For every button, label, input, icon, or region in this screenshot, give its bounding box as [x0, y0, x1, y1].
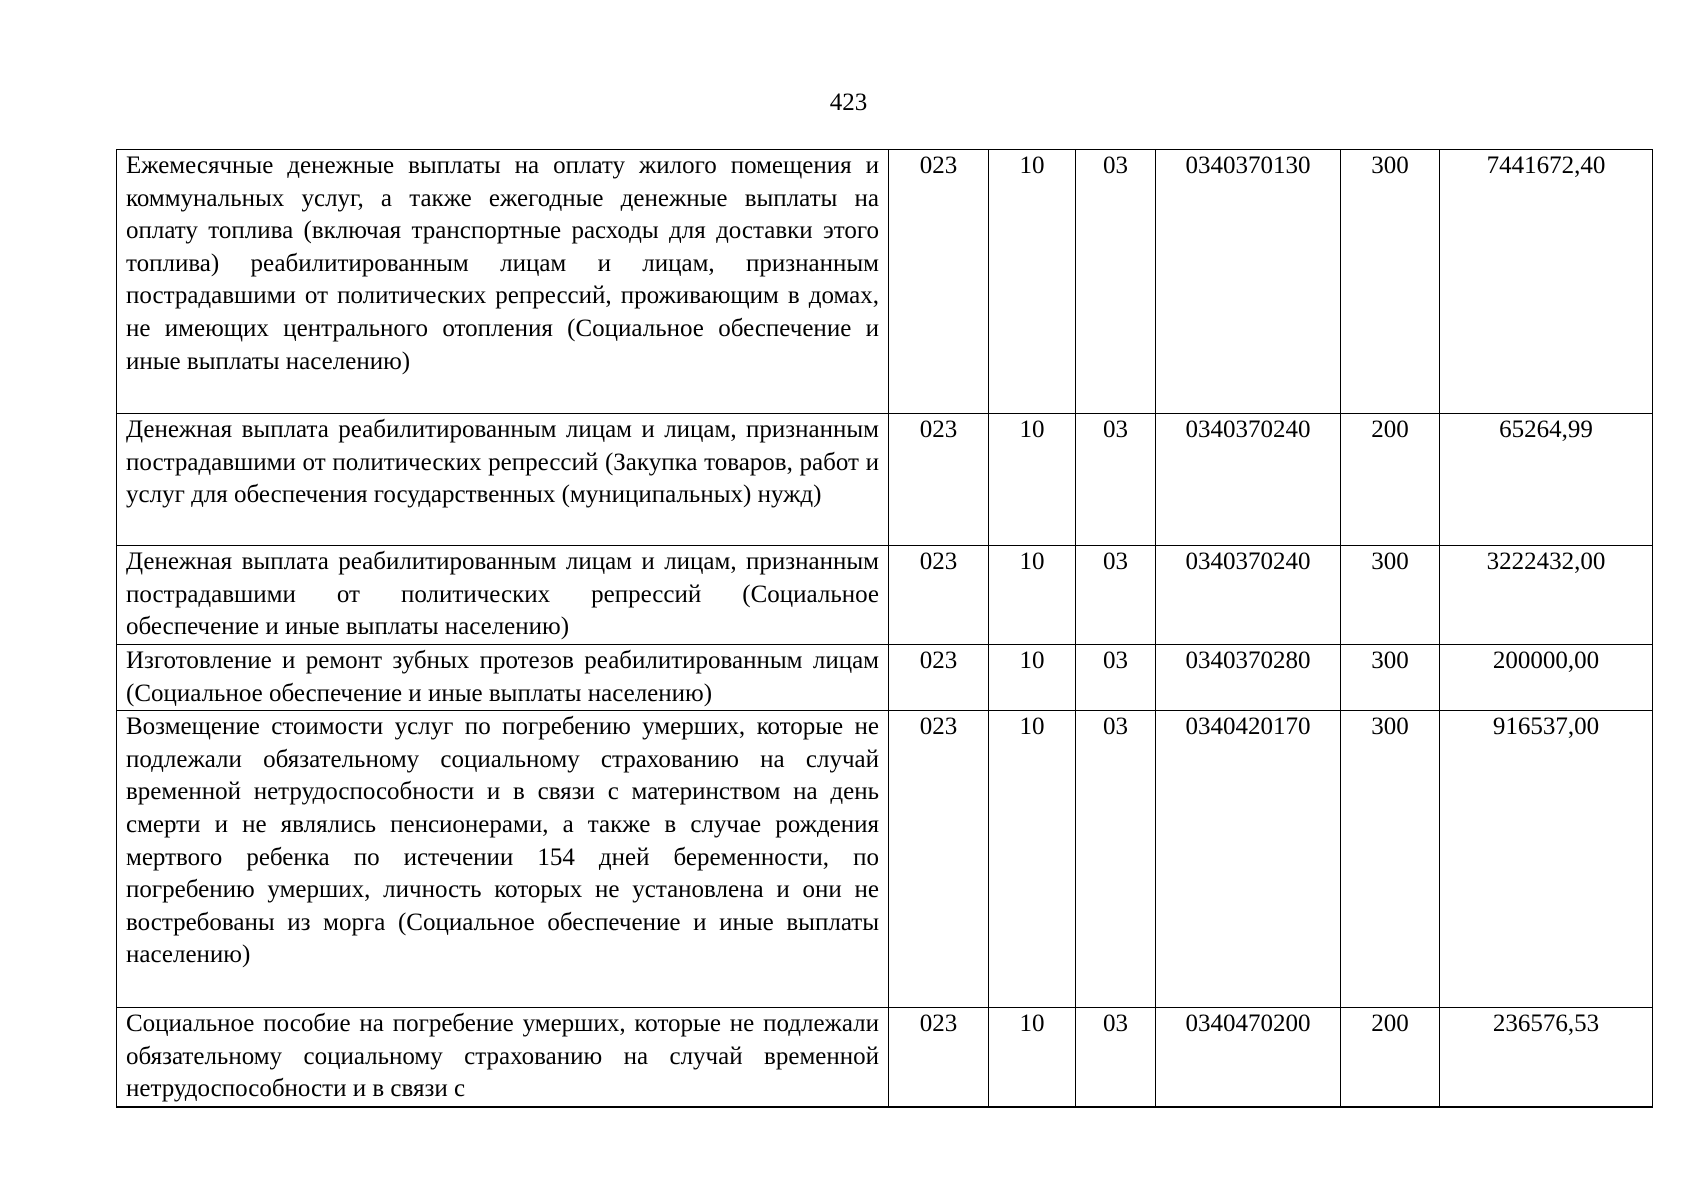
row-expense-type: 300	[1341, 546, 1440, 645]
row-expense-type: 300	[1341, 150, 1440, 414]
row-amount: 65264,99	[1440, 414, 1653, 546]
row-subsection: 03	[1076, 414, 1156, 546]
row-ministry-code: 023	[889, 711, 989, 1008]
row-subsection: 03	[1076, 645, 1156, 711]
table-row	[117, 711, 1653, 1008]
row-section: 10	[989, 645, 1076, 711]
row-description: Изготовление и ремонт зубных протезов реабилитированным лицам (Социальное обеспечение и иные выплаты населению)	[117, 645, 889, 711]
table-row	[117, 414, 1653, 546]
row-description: Ежемесячные денежные выплаты на оплату жилого помещения и коммунальных услуг, а также ежегодные денежные выплаты на оплату топлива (включая транспортные расходы для доставки этого топлива) реабилитированным лицам и лицам, признанным пострадавшими от политических репрессий, проживающим в домах, не имеющих центрального отопления (Социальное обеспечение и иные выплаты населению)	[117, 150, 889, 414]
row-target-article: 0340370240	[1156, 414, 1341, 546]
row-amount: 200000,00	[1440, 645, 1653, 711]
row-subsection: 03	[1076, 150, 1156, 414]
budget-table	[116, 149, 1653, 1108]
row-description: Возмещение стоимости услуг по погребению умерших, которые не подлежали обязательному социальному страхованию на случай временной нетрудоспособности и в связи с материнством на день смерти и не являлись пенсионерами, а также в случае рождения мертвого ребенка по истечении 154 дней беременности, по погребению умерших, личность которых не установлена и они не востребованы из морга (Социальное обеспечение и иные выплаты населению)	[117, 711, 889, 1008]
row-ministry-code: 023	[889, 1008, 989, 1107]
row-expense-type: 200	[1341, 414, 1440, 546]
row-target-article: 0340420170	[1156, 711, 1341, 1008]
table-row	[117, 546, 1653, 645]
row-amount: 916537,00	[1440, 711, 1653, 1008]
row-amount: 236576,53	[1440, 1008, 1653, 1107]
row-expense-type: 300	[1341, 711, 1440, 1008]
table-row	[117, 645, 1653, 711]
row-target-article: 0340470200	[1156, 1008, 1341, 1107]
row-description: Денежная выплата реабилитированным лицам и лицам, признанным пострадавшими от политических репрессий (Социальное обеспечение и иные выплаты населению)	[117, 546, 889, 645]
row-ministry-code: 023	[889, 546, 989, 645]
row-ministry-code: 023	[889, 150, 989, 414]
row-ministry-code: 023	[889, 414, 989, 546]
row-section: 10	[989, 1008, 1076, 1107]
row-subsection: 03	[1076, 711, 1156, 1008]
page-number: 423	[829, 89, 868, 116]
row-target-article: 0340370240	[1156, 546, 1341, 645]
row-amount: 7441672,40	[1440, 150, 1653, 414]
table-row	[117, 150, 1653, 414]
row-description: Социальное пособие на погребение умерших, которые не подлежали обязательному социальному страхованию на случай временной нетрудоспособности и в связи с	[117, 1008, 889, 1107]
row-subsection: 03	[1076, 546, 1156, 645]
row-expense-type: 200	[1341, 1008, 1440, 1107]
row-ministry-code: 023	[889, 645, 989, 711]
row-expense-type: 300	[1341, 645, 1440, 711]
row-section: 10	[989, 150, 1076, 414]
row-description: Денежная выплата реабилитированным лицам и лицам, признанным пострадавшими от политических репрессий (Закупка товаров, работ и услуг для обеспечения государственных (муниципальных) нужд)	[117, 414, 889, 546]
row-target-article: 0340370280	[1156, 645, 1341, 711]
row-subsection: 03	[1076, 1008, 1156, 1107]
row-amount: 3222432,00	[1440, 546, 1653, 645]
row-section: 10	[989, 414, 1076, 546]
row-target-article: 0340370130	[1156, 150, 1341, 414]
row-section: 10	[989, 546, 1076, 645]
row-section: 10	[989, 711, 1076, 1008]
table-row	[117, 1008, 1653, 1107]
